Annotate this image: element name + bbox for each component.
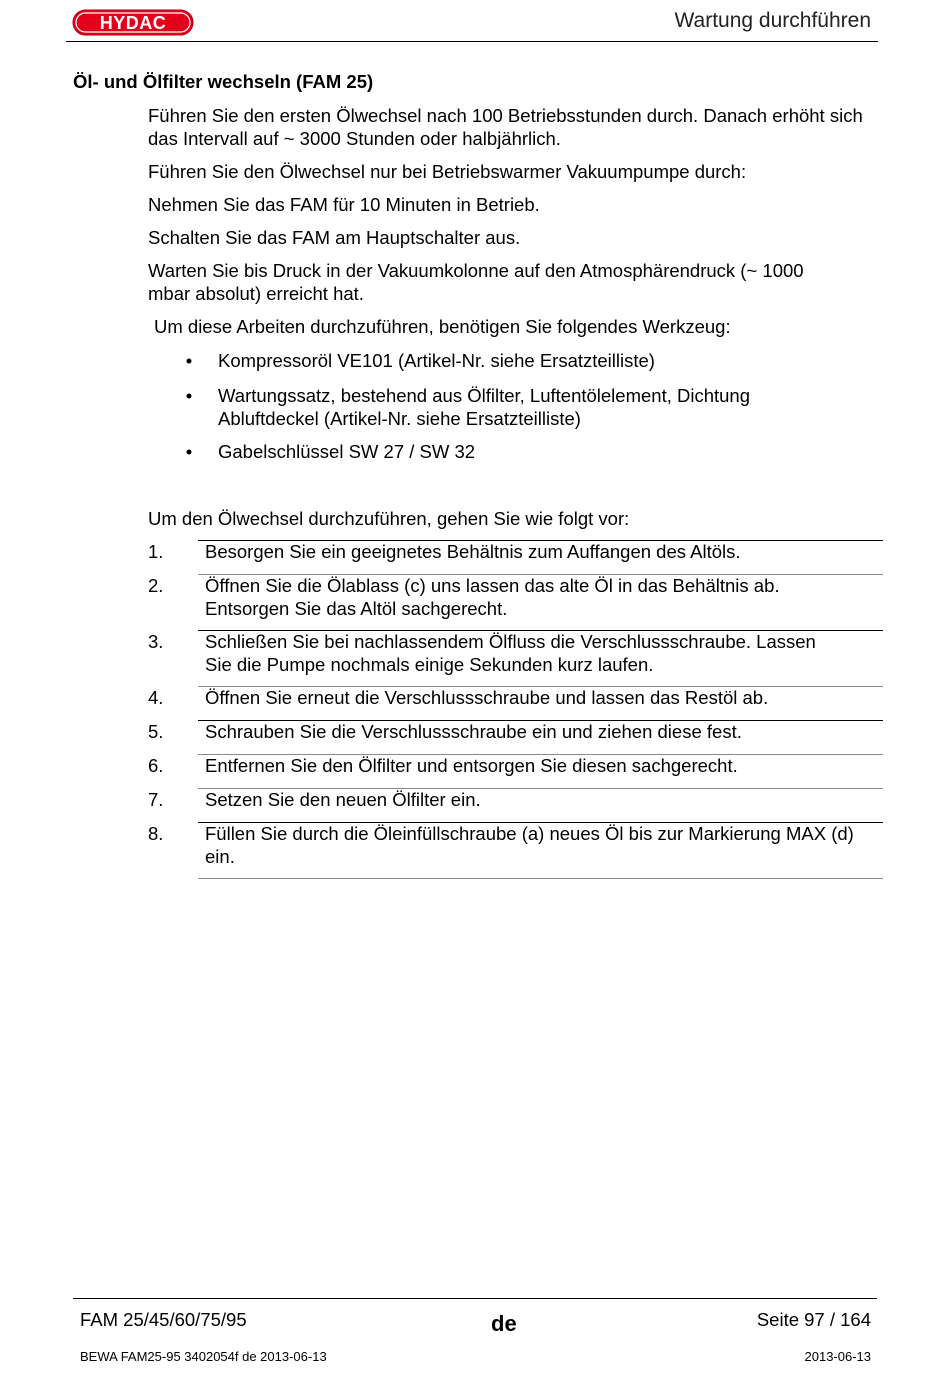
step-number: 2. — [148, 575, 164, 596]
step-number: 5. — [148, 721, 164, 742]
hydac-logo — [72, 9, 194, 36]
paragraph-run-fam: Nehmen Sie das FAM für 10 Minuten in Betrieb. — [148, 194, 540, 215]
step-text: Besorgen Sie ein geeignetes Behältnis zum Auffangen des Altöls. — [205, 541, 741, 562]
paragraph-wait-pressure: Warten Sie bis Druck in der Vakuumkolonne auf den Atmosphärendruck (~ 1000 mbar absolut) erreicht hat. — [148, 260, 804, 304]
footer-divider — [73, 1298, 877, 1299]
paragraph-first-oil-change: Führen Sie den ersten Ölwechsel nach 100 Betriebsstunden durch. Danach erhöht sich das Intervall auf ~ 3000 Stunden oder halbjährlich. — [148, 105, 863, 149]
step-text: Schrauben Sie die Verschlussschraube ein und ziehen diese fest. — [205, 721, 742, 742]
footer-document-id: BEWA FAM25-95 3402054f de 2013-06-13 — [80, 1349, 327, 1364]
list-item-text: Wartungssatz, bestehend aus Ölfilter, Luftentölelement, Dichtung Abluftdeckel (Artikel-Nr. siehe Ersatzteilliste) — [218, 385, 751, 429]
step-number: 6. — [148, 755, 164, 776]
step-number: 4. — [148, 687, 164, 708]
step-text: Öffnen Sie die Ölablass (c) uns lassen das alte Öl in das Behältnis ab. Entsorgen Sie das Altöl sachgerecht. — [205, 575, 780, 619]
step-text: Schließen Sie bei nachlassendem Ölfluss die Verschlussschraube. Lassen Sie die Pumpe nochmals einige Sekunden kurz laufen. — [205, 631, 816, 675]
step-number: 8. — [148, 823, 164, 844]
section-title: Öl- und Ölfilter wechseln (FAM 25) — [73, 71, 374, 92]
step-text: Setzen Sie den neuen Ölfilter ein. — [205, 789, 481, 810]
step-divider — [198, 878, 883, 879]
paragraph-tools-intro: Um diese Arbeiten durchzuführen, benötigen Sie folgendes Werkzeug: — [154, 316, 731, 337]
list-item-text: Kompressoröl VE101 (Artikel-Nr. siehe Ersatzteilliste) — [218, 350, 655, 371]
footer-language: de — [491, 1311, 517, 1336]
steps-intro: Um den Ölwechsel durchzuführen, gehen Sie wie folgt vor: — [148, 508, 630, 529]
bullet-icon: • — [185, 385, 193, 406]
bullet-icon: • — [185, 350, 193, 371]
step-text: Entfernen Sie den Ölfilter und entsorgen Sie diesen sachgerecht. — [205, 755, 738, 776]
bullet-icon: • — [185, 441, 193, 462]
step-text: Füllen Sie durch die Öleinfüllschraube (a) neues Öl bis zur Markierung MAX (d) ein. — [205, 823, 854, 867]
footer-model: FAM 25/45/60/75/95 — [80, 1309, 247, 1330]
footer-date: 2013-06-13 — [804, 1349, 871, 1364]
page-header — [0, 0, 950, 44]
step-number: 1. — [148, 541, 164, 562]
paragraph-warm-pump: Führen Sie den Ölwechsel nur bei Betriebswarmer Vakuumpumpe durch: — [148, 161, 747, 182]
page-header-title: Wartung durchführen — [674, 9, 871, 32]
step-number: 7. — [148, 789, 164, 810]
header-divider — [66, 41, 878, 42]
step-text: Öffnen Sie erneut die Verschlussschraube und lassen das Restöl ab. — [205, 687, 769, 708]
step-number: 3. — [148, 631, 164, 652]
paragraph-switch-off: Schalten Sie das FAM am Hauptschalter aus. — [148, 227, 521, 248]
logo-wordmark: HYDAC — [99, 13, 167, 33]
footer-page-number: Seite 97 / 164 — [756, 1309, 871, 1330]
list-item-text: Gabelschlüssel SW 27 / SW 32 — [218, 441, 476, 462]
